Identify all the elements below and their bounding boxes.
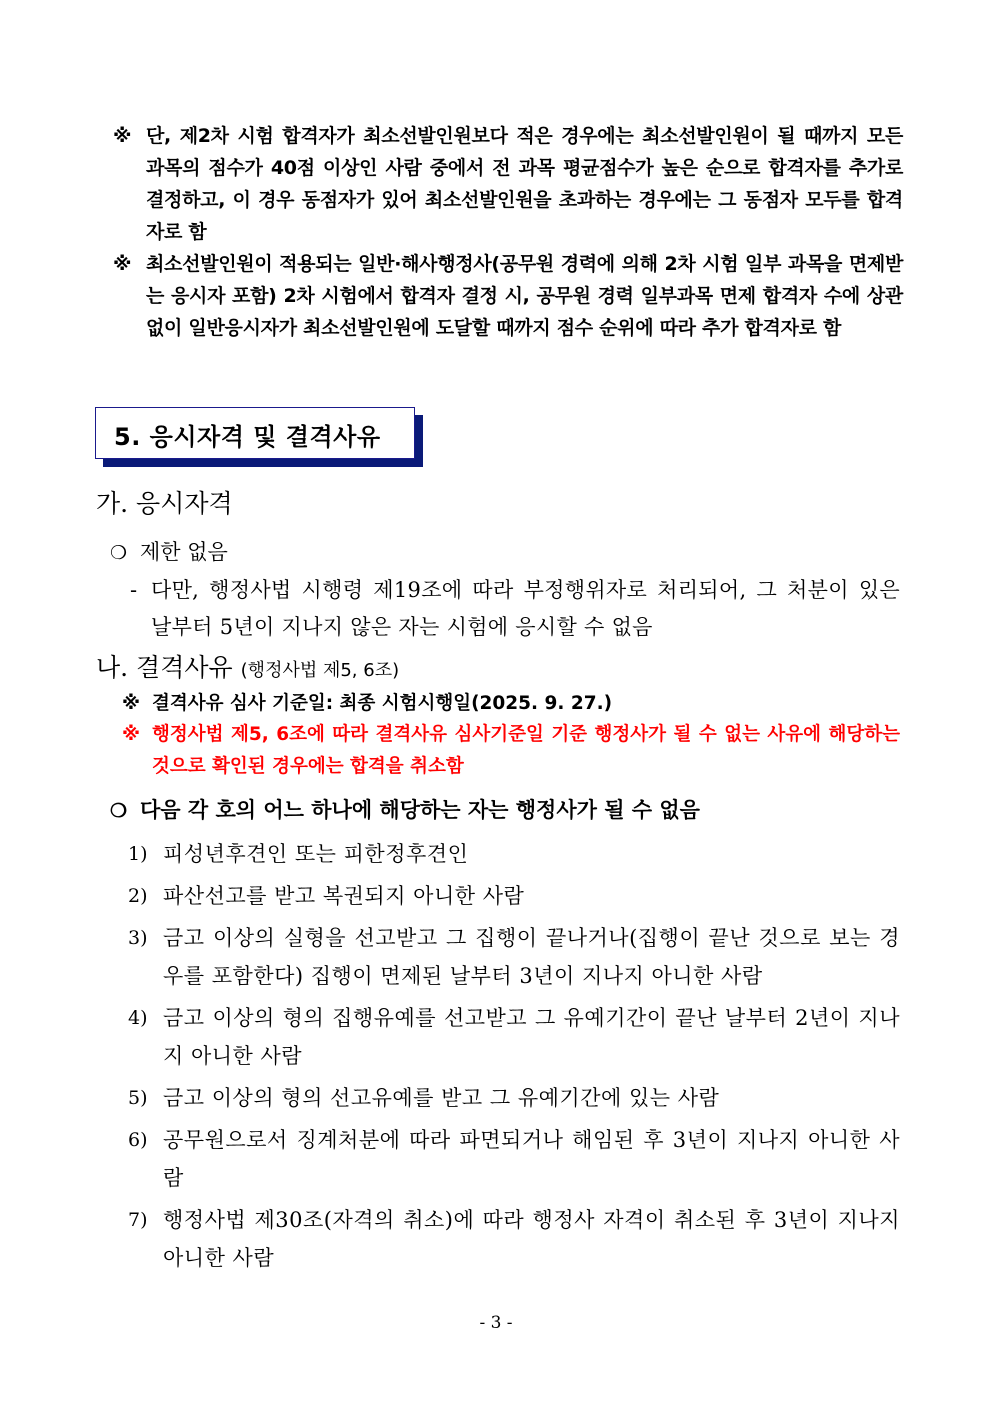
note-text: 최소선발인원이 적용되는 일반·해사행정사(공무원 경력에 의해 2차 시험 일부 과목을 면제받는 응시자 포함) 2차 시험에서 합격자 결정 시, 공무원 경력 일부과목 면제 합격자 수에 상관없이 일반응시자가 최소선발인원에 도달할 때까지 점수 순위에 따라 추가 합격자로 함 — [146, 253, 903, 339]
dash-text: 다만, 행정사법 시행령 제19조에 따라 부정행위자로 처리되어, 그 처분이 있은 날부터 5년이 지나지 않은 자는 시험에 응시할 수 없음 — [151, 578, 900, 639]
list-item — [128, 1201, 900, 1277]
reference-mark: ※ — [113, 125, 132, 147]
item-number: 5) — [128, 1087, 148, 1109]
subheading-text: 나. 결격사유 — [96, 653, 233, 682]
legal-reference: (행정사법 제5, 6조) — [240, 660, 400, 681]
list-item — [128, 835, 900, 873]
note-cancellation-warning — [122, 719, 900, 783]
circle-bullet-icon: ❍ — [110, 542, 128, 564]
list-item — [128, 1079, 900, 1117]
item-text: 피성년후견인 또는 피한정후견인 — [163, 842, 469, 866]
list-item — [128, 999, 900, 1075]
item-number: 4) — [128, 1007, 148, 1029]
subheading-eligibility: 가. 응시자격 — [96, 489, 233, 518]
reference-mark: ※ — [113, 253, 132, 275]
dash-item-exception — [130, 572, 900, 646]
list-item — [128, 877, 900, 915]
page-number: - 3 - — [479, 1313, 513, 1333]
item-text: 금고 이상의 실형을 선고받고 그 집행이 끝나거나(집행이 끝난 것으로 보는 경우를 포함한다) 집행이 면제된 날부터 3년이 지나지 아니한 사람 — [163, 926, 900, 988]
section-title: 5. 응시자격 및 결격사유 — [114, 423, 381, 451]
section-header-box — [95, 407, 415, 459]
item-number: 3) — [128, 927, 148, 949]
item-text: 공무원으로서 징계처분에 따라 파면되거나 해임된 후 3년이 지나지 아니한 사람 — [163, 1128, 900, 1190]
bullet-text: 제한 없음 — [140, 540, 228, 564]
circle-bullet-icon: ❍ — [110, 800, 128, 822]
item-number: 7) — [128, 1209, 148, 1231]
list-item — [128, 919, 900, 995]
item-text: 금고 이상의 형의 집행유예를 선고받고 그 유예기간이 끝난 날부터 2년이 지나지 아니한 사람 — [163, 1006, 900, 1068]
list-item — [128, 1121, 900, 1197]
bullet-no-restriction — [110, 536, 228, 566]
dash-mark: - — [130, 578, 138, 602]
item-number: 1) — [128, 843, 148, 865]
reference-mark: ※ — [122, 693, 140, 714]
note-review-date — [122, 688, 900, 720]
item-number: 6) — [128, 1129, 148, 1151]
item-text: 행정사법 제30조(자격의 취소)에 따라 행정사 자격이 취소된 후 3년이 지나지 아니한 사람 — [163, 1208, 900, 1270]
item-text: 금고 이상의 형의 선고유예를 받고 그 유예기간에 있는 사람 — [163, 1086, 720, 1110]
note-minimum-selection — [113, 120, 903, 248]
bullet-text: 다음 각 호의 어느 하나에 해당하는 자는 행정사가 될 수 없음 — [140, 797, 700, 822]
note-minimum-selection-applied — [113, 248, 903, 344]
note-text: 결격사유 심사 기준일: 최종 시험시행일(2025. 9. 27.) — [152, 693, 613, 714]
bullet-disqualification-intro — [110, 794, 700, 824]
item-text: 파산선고를 받고 복권되지 아니한 사람 — [163, 884, 525, 908]
note-text: 행정사법 제5, 6조에 따라 결격사유 심사기준일 기준 행정사가 될 수 없는 사유에 해당하는 것으로 확인된 경우에는 합격을 취소함 — [152, 724, 900, 777]
note-text: 단, 제2차 시험 합격자가 최소선발인원보다 적은 경우에는 최소선발인원이 될 때까지 모든 과목의 점수가 40점 이상인 사람 중에서 전 과목 평균점수가 높은 순으로 합격자를 추가로 결정하고, 이 경우 동점자가 있어 최소선발인원을 초과하는 경우에는 그 동점자 모두를 합격자로 함 — [146, 125, 903, 243]
subheading-disqualification — [96, 648, 399, 684]
item-number: 2) — [128, 885, 148, 907]
reference-mark: ※ — [122, 724, 140, 745]
